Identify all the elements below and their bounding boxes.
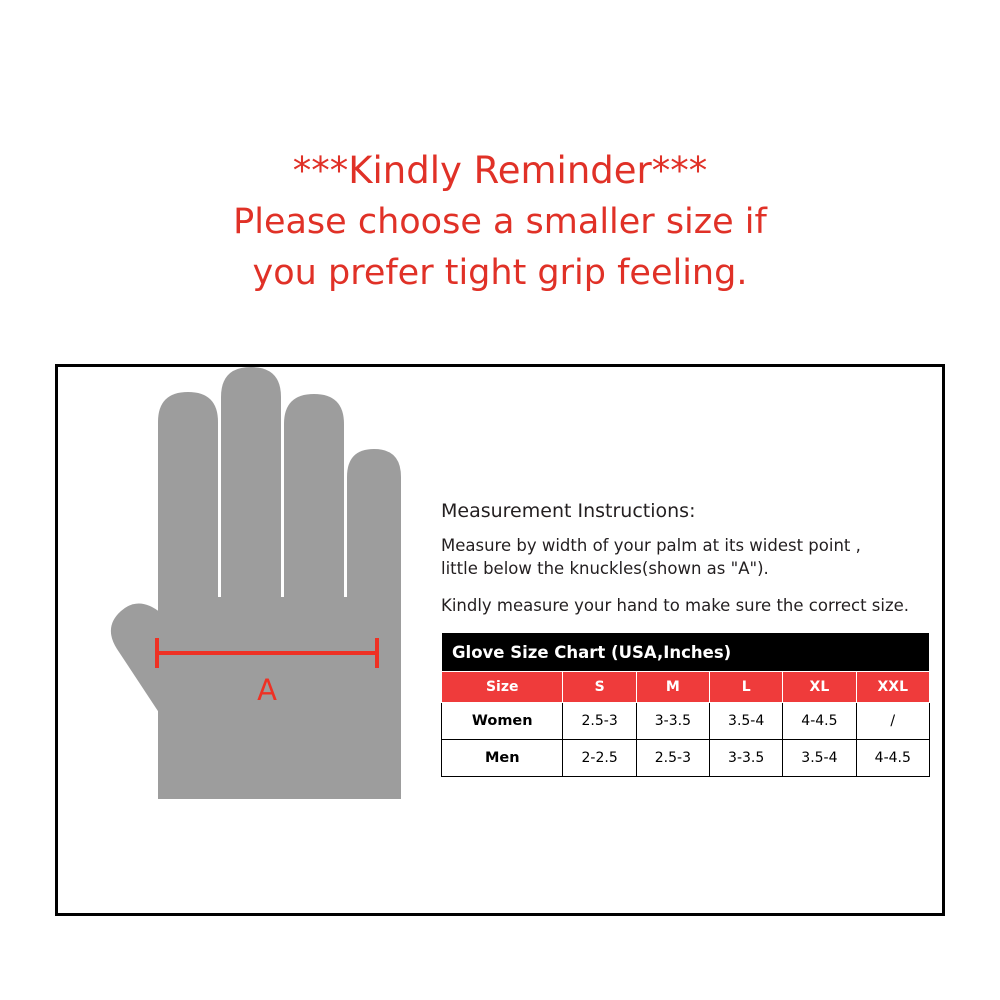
men-l-value: 3-3.5 [710, 740, 783, 777]
reminder-line-2: you prefer tight grip feeling. [252, 253, 748, 293]
column-header-l: L [710, 672, 783, 703]
column-header-s: S [563, 672, 636, 703]
measurement-instructions [441, 500, 933, 617]
women-s-value: 2.5-3 [563, 703, 636, 740]
size-chart-panel [55, 364, 945, 916]
instructions-paragraph-2: Kindly measure your hand to make sure the correct size. [441, 596, 910, 615]
instructions-heading: Measurement Instructions: [441, 500, 696, 522]
instructions-paragraph-1-line-1: Measure by width of your palm at its widest point , [441, 536, 861, 555]
men-xl-value: 3.5-4 [783, 740, 856, 777]
instructions-paragraph-1-line-2: little below the knuckles(shown as "A"). [441, 559, 769, 578]
kindly-reminder-block [0, 145, 1000, 299]
hand-illustration-svg [58, 367, 448, 913]
table-title: Glove Size Chart (USA,Inches) [442, 633, 930, 672]
table-title-row [442, 633, 930, 672]
reminder-line-1: Please choose a smaller size if [233, 202, 767, 242]
glove-size-chart-table [441, 632, 930, 777]
row-label-women: Women [442, 703, 563, 740]
table-row [442, 703, 930, 740]
column-header-xl: XL [783, 672, 856, 703]
column-header-m: M [636, 672, 709, 703]
women-xl-value: 4-4.5 [783, 703, 856, 740]
reminder-title: ***Kindly Reminder*** [292, 149, 708, 192]
table-row [442, 740, 930, 777]
men-s-value: 2-2.5 [563, 740, 636, 777]
men-m-value: 2.5-3 [636, 740, 709, 777]
women-m-value: 3-3.5 [636, 703, 709, 740]
column-header-xxl: XXL [856, 672, 929, 703]
women-xxl-value: / [856, 703, 929, 740]
row-label-men: Men [442, 740, 563, 777]
hand-diagram [58, 367, 448, 913]
women-l-value: 3.5-4 [710, 703, 783, 740]
table-header-row [442, 672, 930, 703]
column-header-size: Size [442, 672, 563, 703]
men-xxl-value: 4-4.5 [856, 740, 929, 777]
measurement-label: A [257, 673, 277, 707]
